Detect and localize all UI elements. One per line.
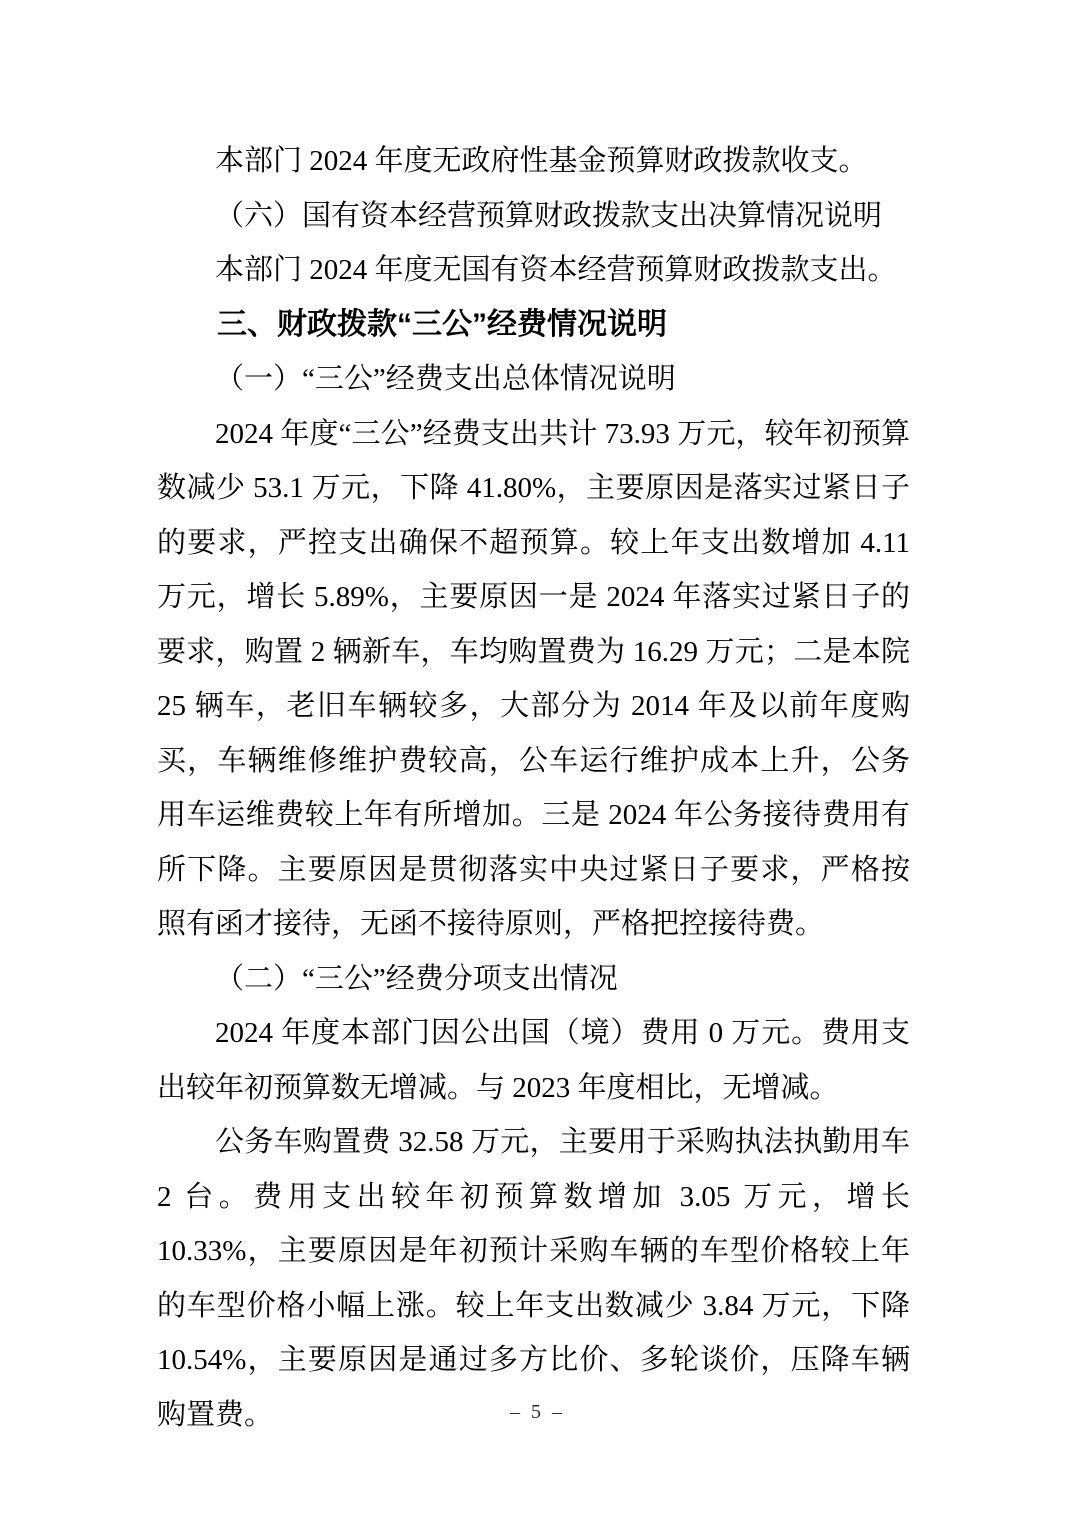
subsection-heading: （六）国有资本经营预算财政拨款支出决算情况说明 (215, 199, 883, 232)
body-paragraph: 2024 年度“三公”经费支出共计 73.93 万元，较年初预算数减少 53.1 万元，下降 41.80%，主要原因是落实过紧日子的要求，严控支出确保不超预算。较上年支出数增加 4.11 万元，增长 5.89%，主要原因一是 2024 年落实过紧日子的要求，购置 2 辆新车，车均购置费为 16.29 万元；二是本院 25 辆车，老旧车辆较多，大部分为 2014 年及以前年度购买，车辆维修维护费较高，公车运行维护成本上升，公务用车运维费较上年有所增加。三是 2024 年公务接待费用有所下降。主要原因是贯彻落实中央过紧日子要求，严格按照有函才接待，无函不接待原则，严格把控接待费。 (157, 417, 910, 940)
body-paragraph: 本部门 2024 年度无政府性基金预算财政拨款收支。 (215, 145, 868, 177)
page-number: – 5 – (510, 1401, 565, 1423)
document-content (157, 134, 910, 1442)
body-paragraph: 公务车购置费 32.58 万元，主要用于采购执法执勤用车 2 台。费用支出较年初预算数增加 3.05 万元，增长 10.33%，主要原因是年初预计采购车辆的车型价格较上年的车型价格小幅上涨。较上年支出数减少 3.84 万元，下降 10.54%，主要原因是通过多方比价、多轮谈价，压降车辆购置费。 (157, 1126, 910, 1431)
body-paragraph: 本部门 2024 年度无国有资本经营预算财政拨款支出。 (215, 254, 897, 286)
body-paragraph: 2024 年度本部门因公出国（境）费用 0 万元。费用支出较年初预算数无增减。与 2023 年度相比，无增减。 (157, 1017, 910, 1104)
subsection-heading: （一）“三公”经费支出总体情况说明 (215, 363, 676, 395)
subsection-heading: （二）“三公”经费分项支出情况 (215, 962, 618, 995)
page-footer (0, 1400, 1075, 1424)
section-heading: 三、财政拨款“三公”经费情况说明 (217, 307, 667, 341)
